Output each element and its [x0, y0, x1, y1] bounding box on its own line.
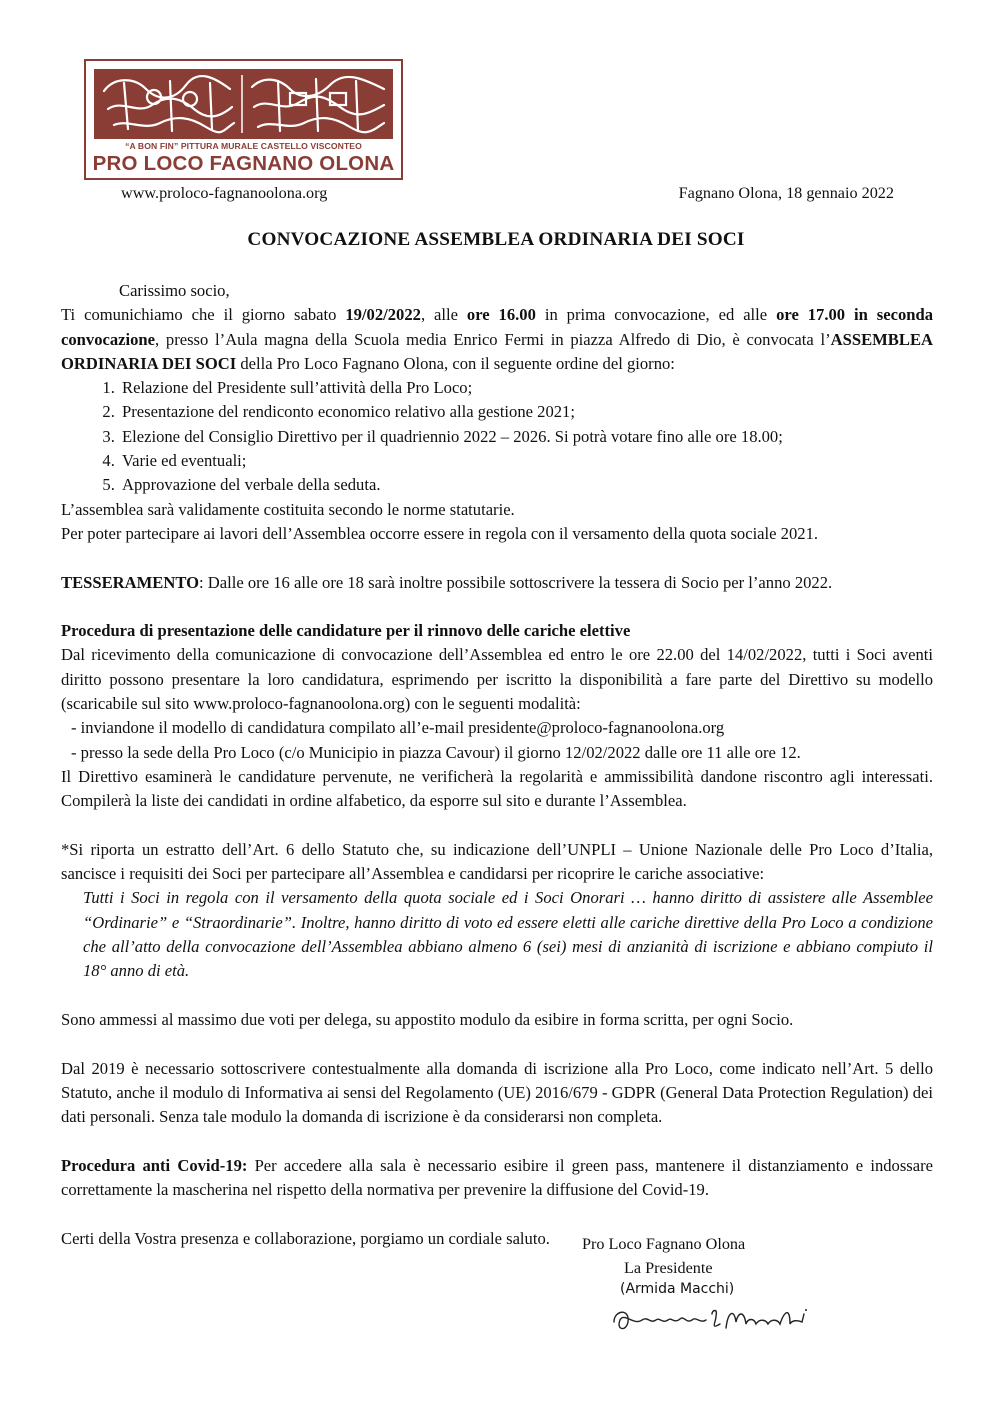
intro-text: della Pro Loco Fagnano Olona, con il seguente ordine del giorno:: [236, 353, 675, 373]
validity-note: L’assemblea sarà validamente costituita secondo le norme statutarie.: [61, 499, 515, 519]
candidature-closing: Il Direttivo esaminerà le candidature pervenute, ne verificherà la regolarità e ammissibilità dandone riscontro agli interessati. Compilerà la liste dei candidati in ordine alfabetico, da esporre sul sito e durante l’Assemblea.: [61, 766, 933, 811]
first-call-time: ore 16.00: [466, 305, 536, 325]
statute-quote: Tutti i Soci in regola con il versamento della quota sociale ed i Soci Onorari … hanno diritto di assistere alle Assemblee “Ordinarie” e “Straordinarie”. Inoltre, hanno diritto di voto ed essere eletti alle cariche direttive della Pro Loco a condizione che all’atto della convocazione dell’Assemblea abbiano almeno 6 (sei) mesi di anzianità di iscrizione e abbiano compiuto il 18° anno di età.: [83, 888, 933, 981]
second-call-time: ore 17.00 in seconda convocazione: [61, 305, 934, 349]
candidature-heading-text: Procedura di presentazione delle candidature per il rinnovo delle cariche elettive: [61, 621, 631, 641]
tesseramento-paragraph: [61, 571, 933, 595]
delega-paragraph: Sono ammessi al massimo due voti per delega, su appostito modulo da esibire in forma scritta, per ogni Socio.: [61, 1009, 794, 1029]
covid-text: Per accedere alla sala è necessario esibire il green pass, mantenere il distanziamento e indossare correttamente la mascherina nel rispetto della normativa per prevenire la diffusione del Covid-19.: [61, 1155, 934, 1199]
agenda-item: 4. Varie ed eventuali;: [119, 449, 933, 473]
intro-text: , alle: [420, 305, 467, 325]
tesseramento-text: : Dalle ore 16 alle ore 18 sarà inoltre possibile sottoscrivere la tessera di Socio per l’anno 2022.: [199, 572, 833, 592]
candidature-heading: [61, 619, 933, 643]
covid-label: Procedura anti Covid-19:: [61, 1155, 248, 1175]
intro-paragraph: [61, 303, 933, 376]
statute-intro: *Si riporta un estratto dell’Art. 6 dello Statuto che, su indicazione dell’UNPLI – Unione Nazionale delle Pro Loco d’Italia, sancisce i requisiti dei Soci per partecipare all’Assemblea e candidarsi per ricoprire le cariche associative:: [61, 839, 933, 884]
agenda-item: 2. Presentazione del rendiconto economico relativo alla gestione 2021;: [119, 400, 933, 424]
agenda-item: 1. Relazione del Presidente sull’attività della Pro Loco;: [119, 376, 933, 400]
intro-text: in prima convocazione, ed alle: [535, 305, 777, 325]
intro-text: Ti comunichiamo che il giorno sabato: [61, 305, 346, 325]
covid-paragraph: [61, 1154, 933, 1203]
document-title: CONVOCAZIONE ASSEMBLEA ORDINARIA DEI SOCI: [247, 229, 745, 250]
farewell: Certi della Vostra presenza e collaborazione, porgiamo un cordiale saluto.: [61, 1228, 550, 1248]
website-url[interactable]: www.proloco-fagnanoolona.org: [121, 184, 328, 202]
agenda-item: 3. Elezione del Consiglio Direttivo per il quadriennio 2022 – 2026. Si potrà votare fino alle ore 18.00;: [119, 425, 933, 449]
pro-loco-logo: [84, 59, 403, 180]
letter-body: [61, 279, 933, 1251]
intro-text: , presso l’Aula magna della Scuola media Enrico Fermi in piazza Alfredo di Dio, è convocata l’: [155, 329, 831, 349]
handwritten-signature: [608, 1300, 814, 1336]
gdpr-paragraph: Dal 2019 è necessario sottoscrivere contestualmente alla domanda di iscrizione alla Pro Loco, come indicato nell’Art. 5 dello Statuto, anche il modulo di Informativa ai sensi del Regolamento (UE) 2016/679 - GDPR (General Data Protection Regulation) dei dati personali. Senza tale modulo la domanda di iscrizione è da considerarsi non completa.: [61, 1058, 933, 1127]
assembly-date: 19/02/2022: [345, 305, 421, 325]
greeting: Carissimo socio,: [119, 281, 230, 300]
agenda-item: 5. Approvazione del verbale della seduta.: [119, 473, 933, 497]
candidature-method-email: - inviandone il modello di candidatura compilato all’e-mail presidente@proloco-fagnanoolona.org: [71, 718, 725, 738]
closing-org: Pro Loco Fagnano Olona: [582, 1235, 746, 1253]
agenda-list: [61, 376, 933, 497]
closing-signer: (Armida Macchi): [620, 1281, 735, 1297]
logo-artwork-icon: [94, 69, 393, 139]
candidature-text: Dal ricevimento della comunicazione di convocazione dell’Assemblea ed entro le ore 22.00 del 14/02/2022, tutti i Soci aventi diritto possono presentare la loro candidatura, esprimendo per iscritto la disponibilità a fare parte del Direttivo su modello (scaricabile sul sito www.proloco-fagnanoolona.org) con le seguenti modalità:: [61, 645, 933, 714]
candidature-method-office: - presso la sede della Pro Loco (c/o Municipio in piazza Cavour) il giorno 12/02/2022 dalle ore 11 alle ore 12.: [71, 742, 801, 762]
participation-note: Per poter partecipare ai lavori dell’Assemblea occorre essere in regola con il versamento della quota sociale 2021.: [61, 523, 819, 543]
closing-block: [582, 1232, 745, 1298]
logo-name: PRO LOCO FAGNANO OLONA: [92, 152, 395, 175]
assembly-name: ASSEMBLEA ORDINARIA DEI SOCI: [61, 329, 933, 373]
closing-role: La Presidente: [624, 1259, 713, 1277]
place-date: Fagnano Olona, 18 gennaio 2022: [678, 184, 894, 202]
tesseramento-label: TESSERAMENTO: [61, 572, 200, 592]
logo-tagline: “A BON FIN” PITTURA MURALE CASTELLO VISCONTEO: [125, 141, 362, 151]
